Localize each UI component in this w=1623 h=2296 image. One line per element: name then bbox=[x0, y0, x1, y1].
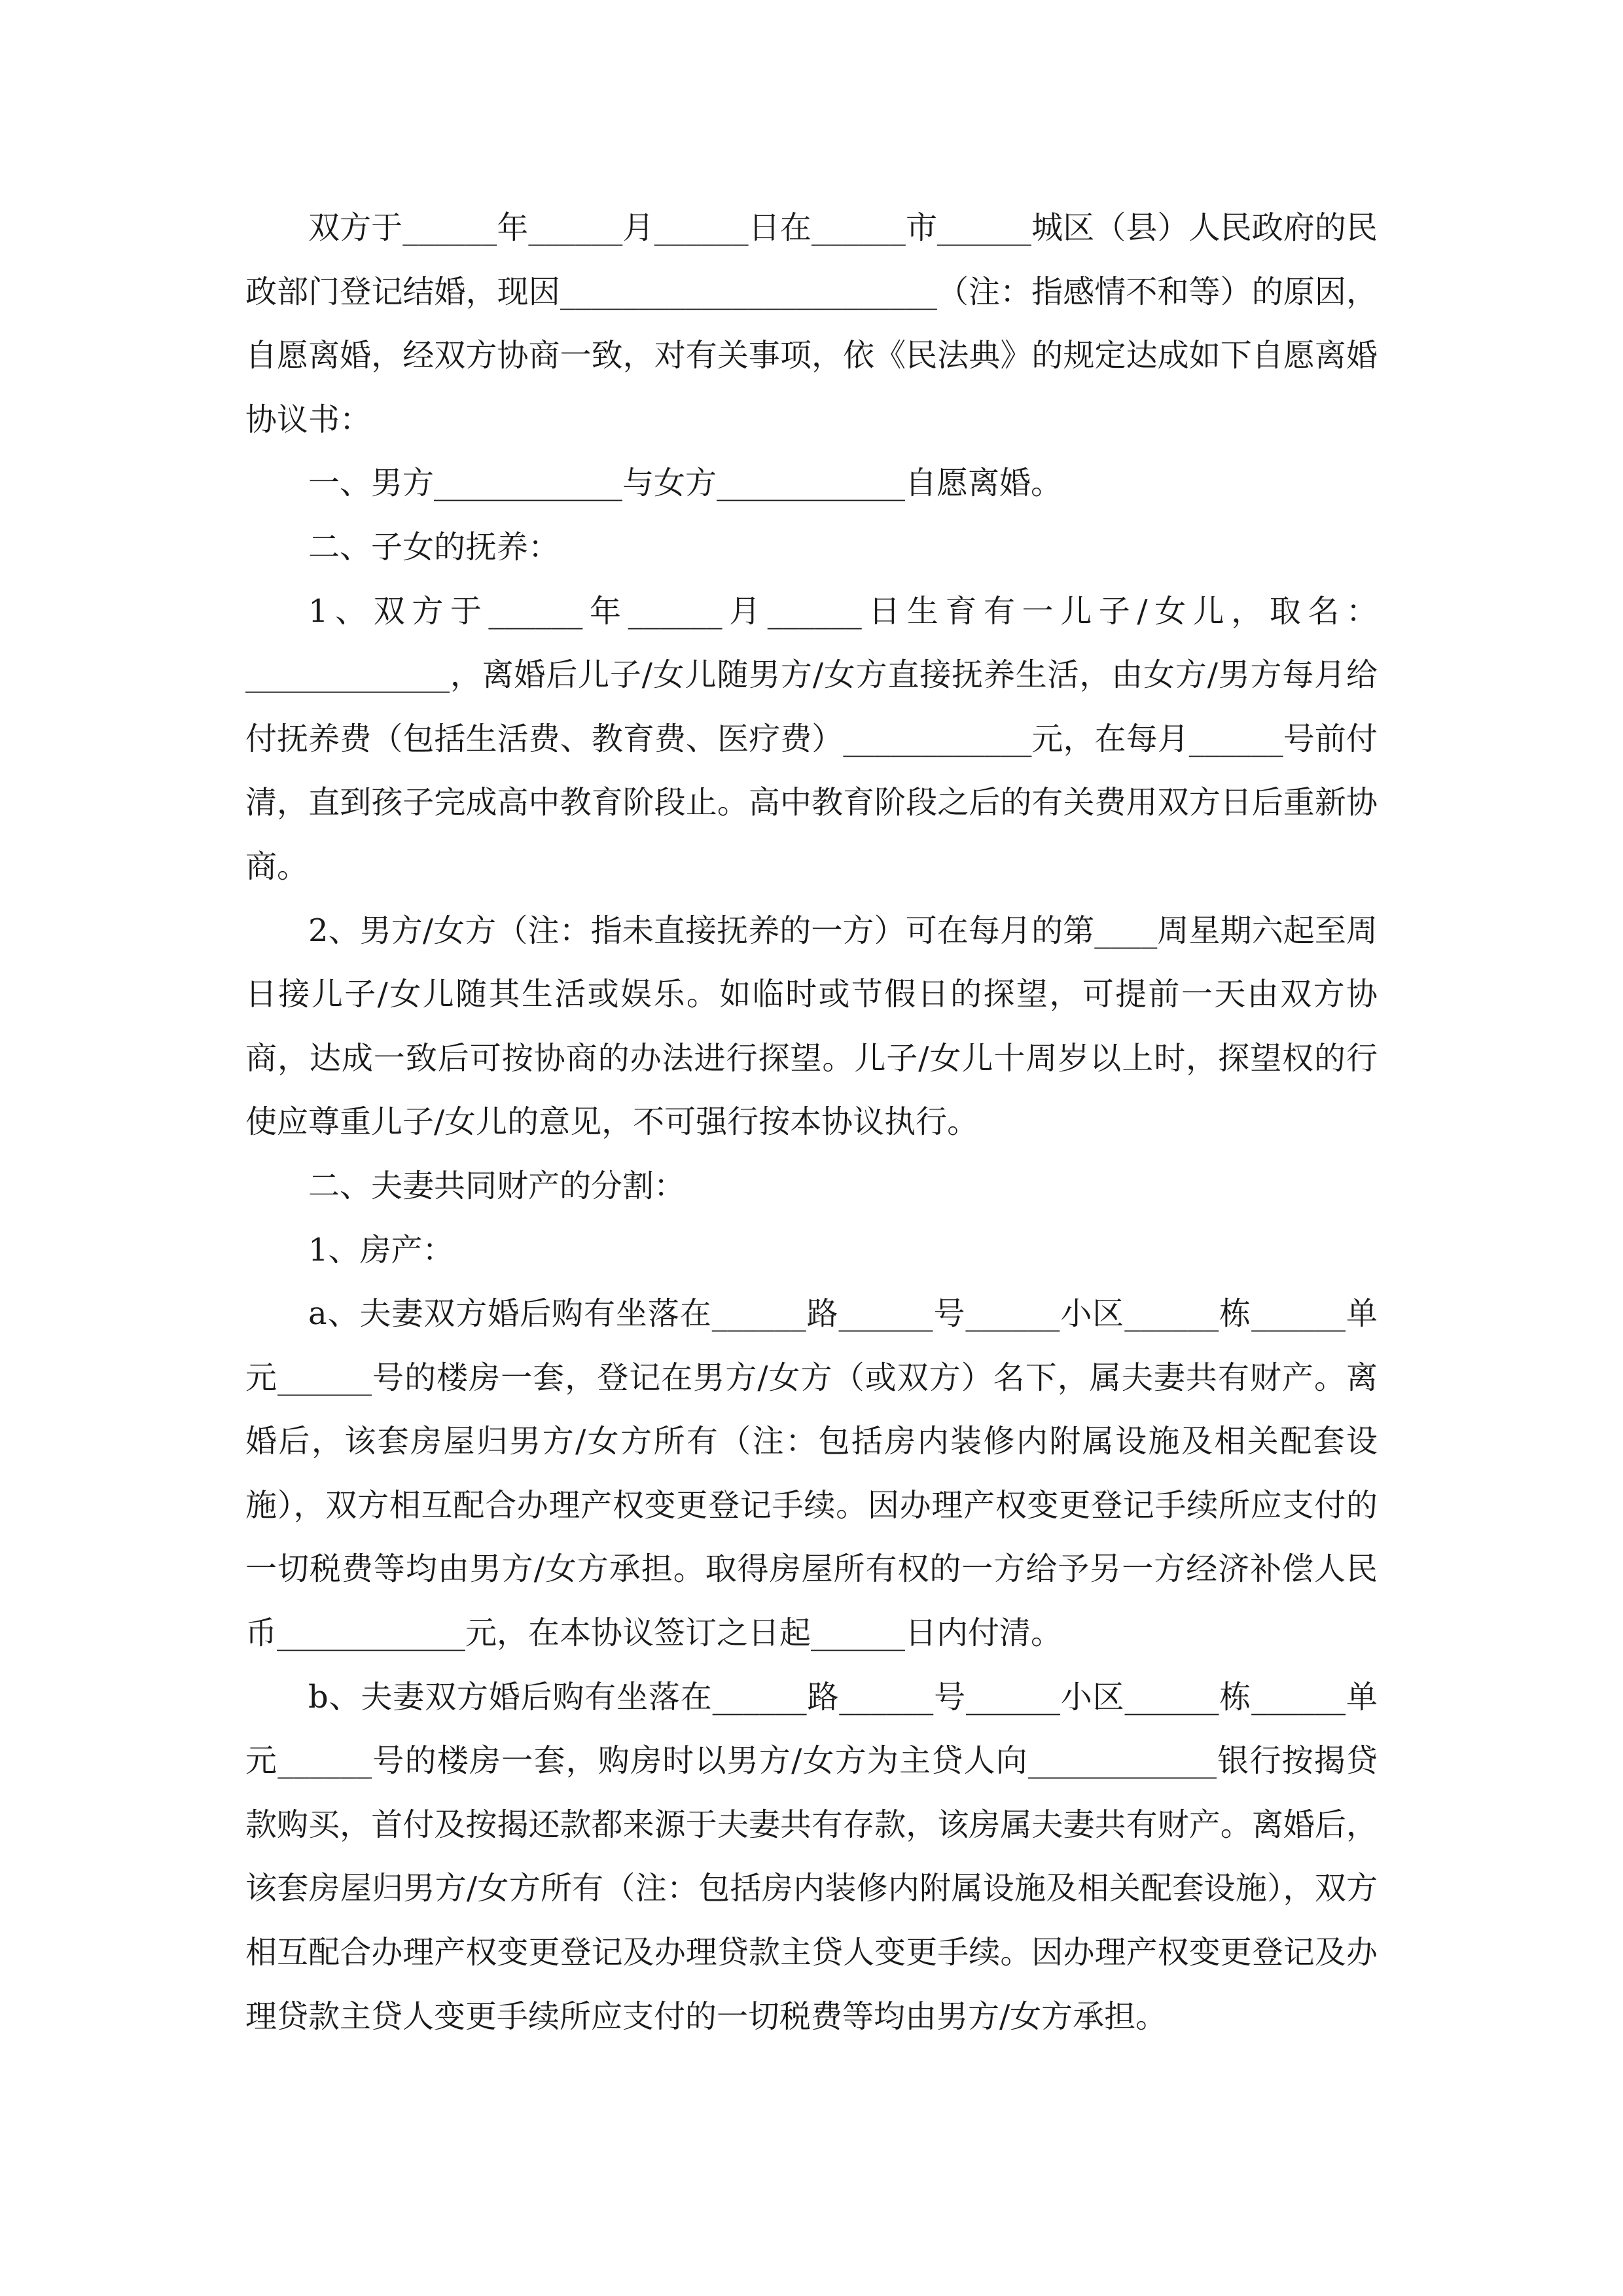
paragraph-heading-custody: 二、子女的抚养： bbox=[308, 528, 560, 565]
document-page bbox=[245, 196, 1378, 2049]
paragraph-intro: 双方于______年______月______日在______市______城区（县）人民政府的民政部门登记结婚，现因________________________（注：指感情不和等）的原因，自愿离婚，经双方协商一致，对有关事项，依《民法典》的规定达成如下自愿离婚协议书： bbox=[245, 209, 1378, 438]
paragraph-heading-property: 二、夫妻共同财产的分割： bbox=[308, 1167, 686, 1204]
paragraph-house-a: a、夫妻双方婚后购有坐落在______路______号______小区______栋______单元______号的楼房一套，登记在男方/女方（或双方）名下，属夫妻共有财产。离婚后，该套房屋归男方/女方所有（注：包括房内装修内附属设施及相关配套设施），双方相互配合办理产权变更登记手续。因办理产权变更登记手续所应支付的一切税费等均由男方/女方承担。取得房屋所有权的一方给予另一方经济补偿人民币____________元，在本协议签订之日起______日内付清。 bbox=[245, 1295, 1378, 1652]
paragraph-house-b: b、夫妻双方婚后购有坐落在______路______号______小区______栋______单元______号的楼房一套，购房时以男方/女方为主贷人向____________银行按揭贷款购买，首付及按揭还款都来源于夫妻共有存款，该房属夫妻共有财产。离婚后，该套房屋归男方/女方所有（注：包括房内装修内附属设施及相关配套设施），双方相互配合办理产权变更登记及办理贷款主贷人变更手续。因办理产权变更登记及办理贷款主贷人变更手续所应支付的一切税费等均由男方/女方承担。 bbox=[245, 1678, 1378, 2035]
paragraph-house-heading: 1、房产： bbox=[308, 1231, 454, 1268]
paragraph-custody-1: 1、双方于______年______月______日生育有一儿子/女儿，取名：_____________，离婚后儿子/女儿随男方/女方直接抚养生活，由女方/男方每月给付抚养费（包括生活费、教育费、医疗费）____________元，在每月______号前付清，直到孩子完成高中教育阶段止。高中教育阶段之后的有关费用双方日后重新协商。 bbox=[245, 592, 1378, 885]
paragraph-custody-2: 2、男方/女方（注：指未直接抚养的一方）可在每月的第____周星期六起至周日接儿子/女儿随其生活或娱乐。如临时或节假日的探望，可提前一天由双方协商，达成一致后可按协商的办法进行探望。儿子/女儿十周岁以上时，探望权的行使应尊重儿子/女儿的意见，不可强行按本协议执行。 bbox=[245, 912, 1378, 1141]
paragraph-clause-1: 一、男方____________与女方____________自愿离婚。 bbox=[308, 465, 1063, 502]
